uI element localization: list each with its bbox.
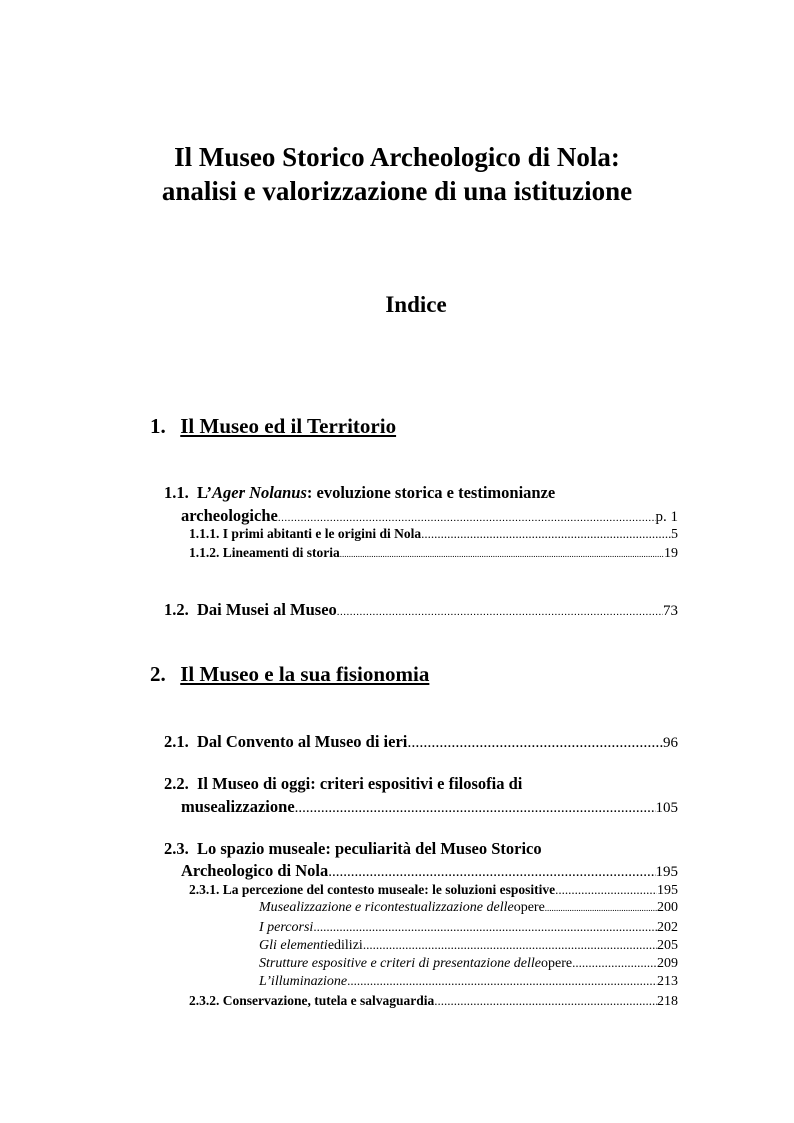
dot-leader [407,734,663,752]
toc-entry-2-2 [164,774,522,794]
page-number: 96 [663,735,678,751]
page-number: 195 [657,883,678,898]
subentry-title-italic: Musealizzazione e ricontestualizzazione delle [259,900,514,915]
page-number: 213 [657,974,678,989]
section-title: Dal Convento al Museo di ieri [197,732,408,751]
dot-leader [340,549,664,559]
toc-entry-1-1-2 [189,545,678,562]
title-line-2: analisi e valorizzazione di una istituzione [161,176,633,206]
dot-leader [278,512,656,524]
page-number: 19 [664,546,678,561]
dot-leader [295,800,656,817]
page-number: p. 1 [655,509,678,525]
section-number: 2.2. [164,774,189,793]
section-title: I primi abitanti e le origini di Nola [222,526,422,541]
toc-entry-2-3-cont [181,861,678,881]
toc-subentry [259,919,678,936]
title-line-1: Il Museo Storico Archeologico di Nola: [174,142,620,172]
chapter-number: 1. [150,414,166,438]
subentry-title-italic: I percorsi [259,920,314,935]
section-title: Lo spazio museale: peculiarità del Museo Storico [197,839,542,858]
section-number: 1.1. [164,483,189,502]
page-number: 202 [657,920,678,935]
toc-subentry [259,900,678,916]
index-heading: Indice [385,292,447,317]
section-number: 2.3.2. [189,993,220,1008]
section-title: Il Museo di oggi: criteri espositivi e filosofia di [197,774,523,793]
dot-leader [572,955,657,971]
toc-entry-2-3-1 [189,882,678,899]
chapter-title: Il Museo e la sua fisionomia [180,662,430,686]
toc-subentry [259,955,678,972]
section-number: 2.3. [164,839,189,858]
dot-leader [337,606,663,618]
dot-leader [555,882,657,898]
section-title-italic: Ager Nolanus [212,483,307,502]
section-title-prefix: L’ [197,483,212,502]
subentry-title-plain: opere [541,956,573,971]
section-number: 2.1. [164,732,189,751]
toc-entry-1-1-1 [189,526,678,543]
toc-entry-2-1 [164,732,678,752]
toc-entry-2-3-2 [189,993,678,1010]
section-number: 2.3.1. [189,882,220,897]
chapter-2-heading [150,662,429,687]
toc-entry-1-1-cont [181,506,678,526]
toc-entry-2-3 [164,839,542,859]
dot-leader [421,526,671,542]
page-number: 195 [655,864,678,880]
section-number: 1.2. [164,600,189,619]
toc-subentry [259,937,678,954]
section-title: Dai Musei al Museo [197,600,337,619]
section-number: 1.1.1. [189,526,220,541]
dot-leader [545,903,657,913]
dot-leader [434,993,657,1009]
section-title: Conservazione, tutela e salvaguardia [222,993,435,1008]
page-number: 73 [663,603,678,619]
subentry-title-plain: edilizi [327,938,363,953]
section-title-cont: Archeologico di Nola [181,861,329,880]
subentry-title-italic: Gli elementi [259,938,328,953]
toc-entry-1-2 [164,600,678,620]
page-number: 218 [657,994,678,1009]
toc-entry-1-1 [164,483,555,503]
toc-entry-2-2-cont [181,797,678,817]
page-number: 5 [671,527,678,542]
chapter-1-heading [150,414,396,439]
section-title: La percezione del contesto museale: le soluzioni espositive [222,882,556,897]
dot-leader [313,919,657,935]
page-number: 205 [657,938,678,953]
subentry-title-italic: L’illuminazione [259,974,348,989]
chapter-title: Il Museo ed il Territorio [180,414,397,438]
dot-leader [328,864,655,881]
section-title: Lineamenti di storia [222,545,340,560]
dot-leader [347,973,657,989]
toc-subentry [259,973,678,990]
subentry-title-plain: opere [513,900,545,915]
section-title-rest: : evoluzione storica e testimonianze [306,483,556,502]
chapter-number: 2. [150,662,166,686]
page-number: 105 [655,800,678,816]
section-number: 1.1.2. [189,545,220,560]
section-title-cont: musealizzazione [181,797,295,816]
dot-leader [363,937,657,953]
section-title-cont: archeologiche [181,506,278,525]
document-title [0,140,794,208]
subentry-title-italic: Strutture espositive e criteri di presentazione delle [259,956,542,971]
page-number: 209 [657,956,678,971]
page-number: 200 [657,900,678,915]
